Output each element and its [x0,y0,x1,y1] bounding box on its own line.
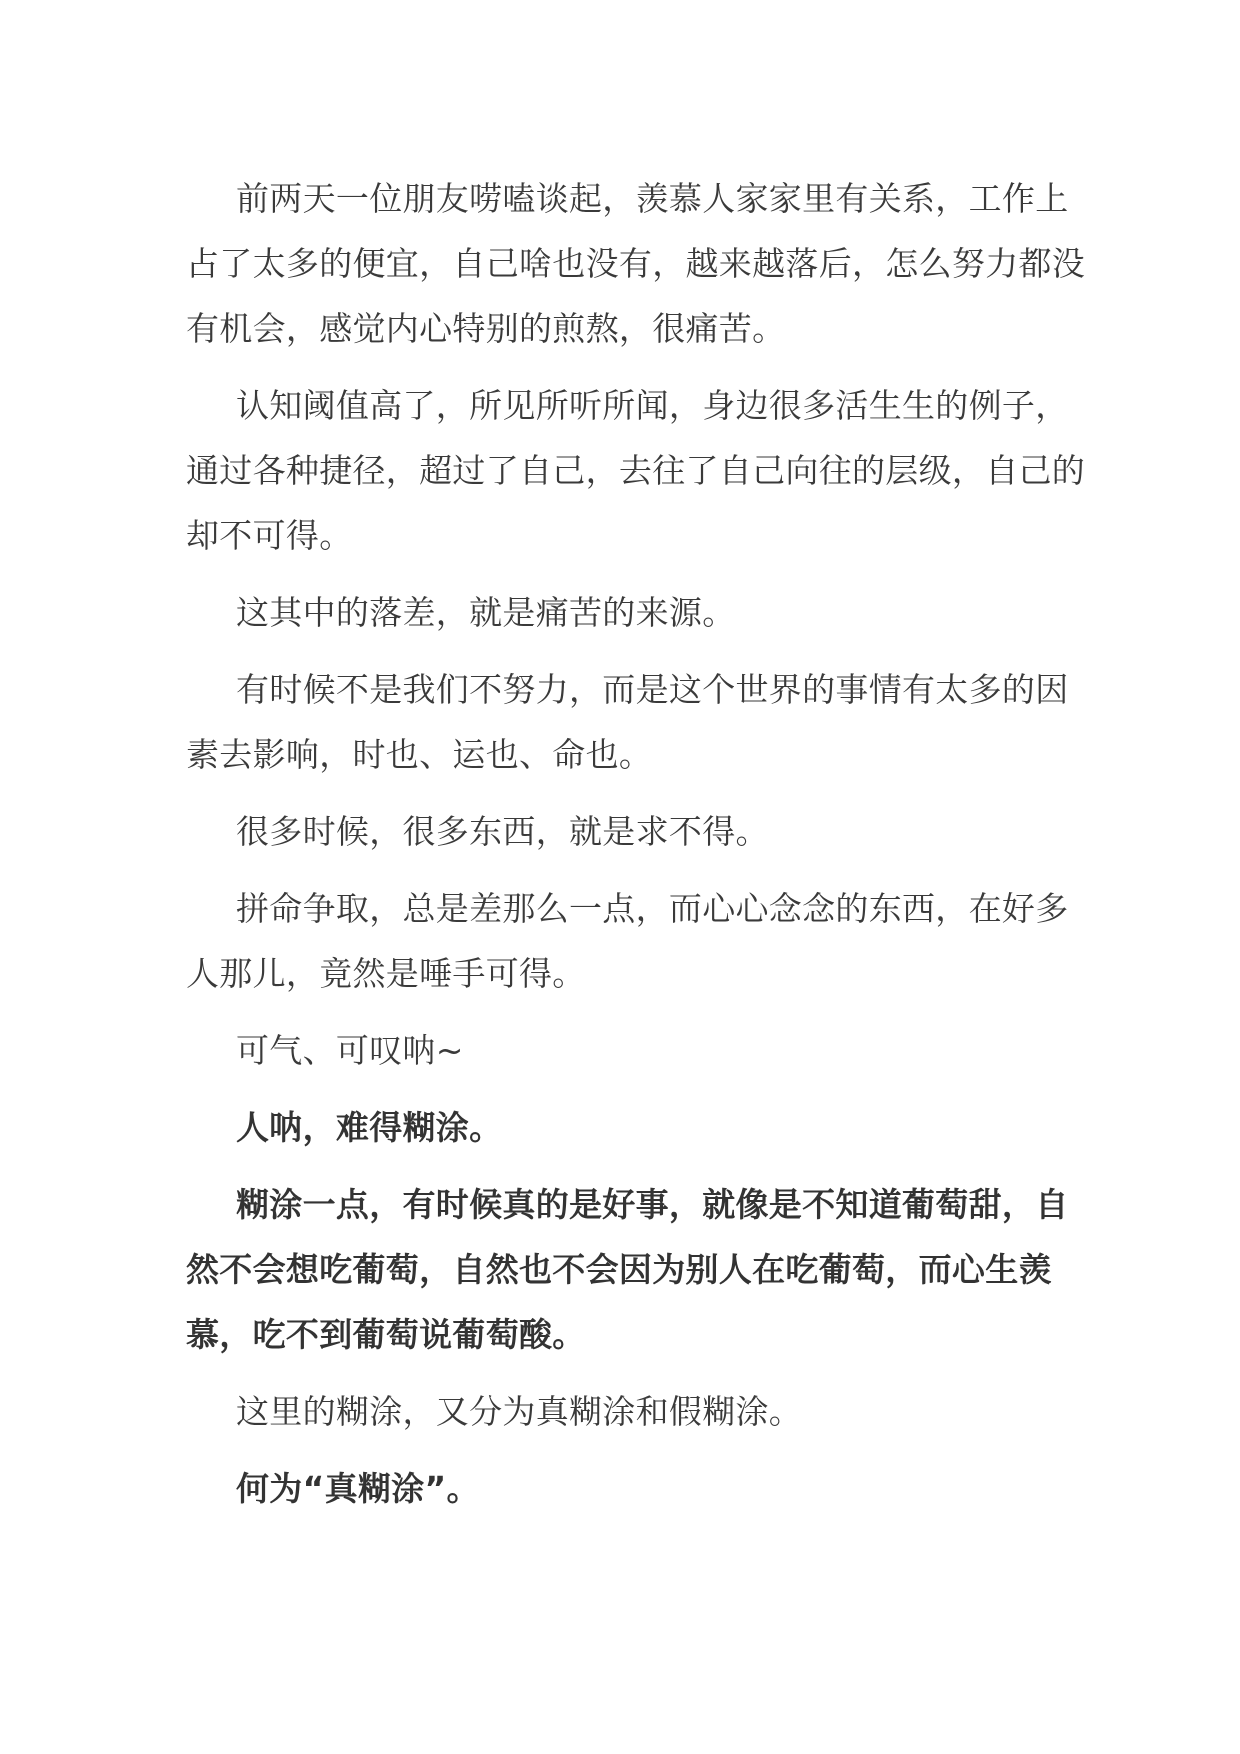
document-body [186,166,1086,1533]
paragraph-11-bold: 何为“真糊涂”。 [236,1469,480,1508]
paragraph-4: 有时候不是我们不努力，而是这个世界的事情有太多的因素去影响，时也、运也、命也。 [186,670,1069,774]
paragraph-9-bold: 糊涂一点，有时候真的是好事，就像是不知道葡萄甜，自然不会想吃葡萄，自然也不会因为别人在吃葡萄，而心生羡慕，吃不到葡萄说葡萄酸。 [186,1185,1069,1354]
paragraph-10: 这里的糊涂，又分为真糊涂和假糊涂。 [236,1392,803,1431]
paragraph-6: 拼命争取，总是差那么一点，而心心念念的东西，在好多人那儿，竟然是唾手可得。 [186,889,1069,993]
paragraph-1: 前两天一位朋友唠嗑谈起，羡慕人家家里有关系，工作上占了太多的便宜，自己啥也没有，越来越落后，怎么努力都没有机会，感觉内心特别的煎熬，很痛苦。 [186,179,1086,348]
paragraph-7: 可气、可叹呐~ [236,1031,464,1070]
paragraph-8-bold: 人呐，难得糊涂。 [236,1108,503,1147]
paragraph-3: 这其中的落差，就是痛苦的来源。 [236,593,736,632]
paragraph-2: 认知阈值高了，所见所听所闻，身边很多活生生的例子，通过各种捷径，超过了自己，去往了自己向往的层级，自己的却不可得。 [186,386,1086,555]
paragraph-5: 很多时候，很多东西，就是求不得。 [236,812,769,851]
